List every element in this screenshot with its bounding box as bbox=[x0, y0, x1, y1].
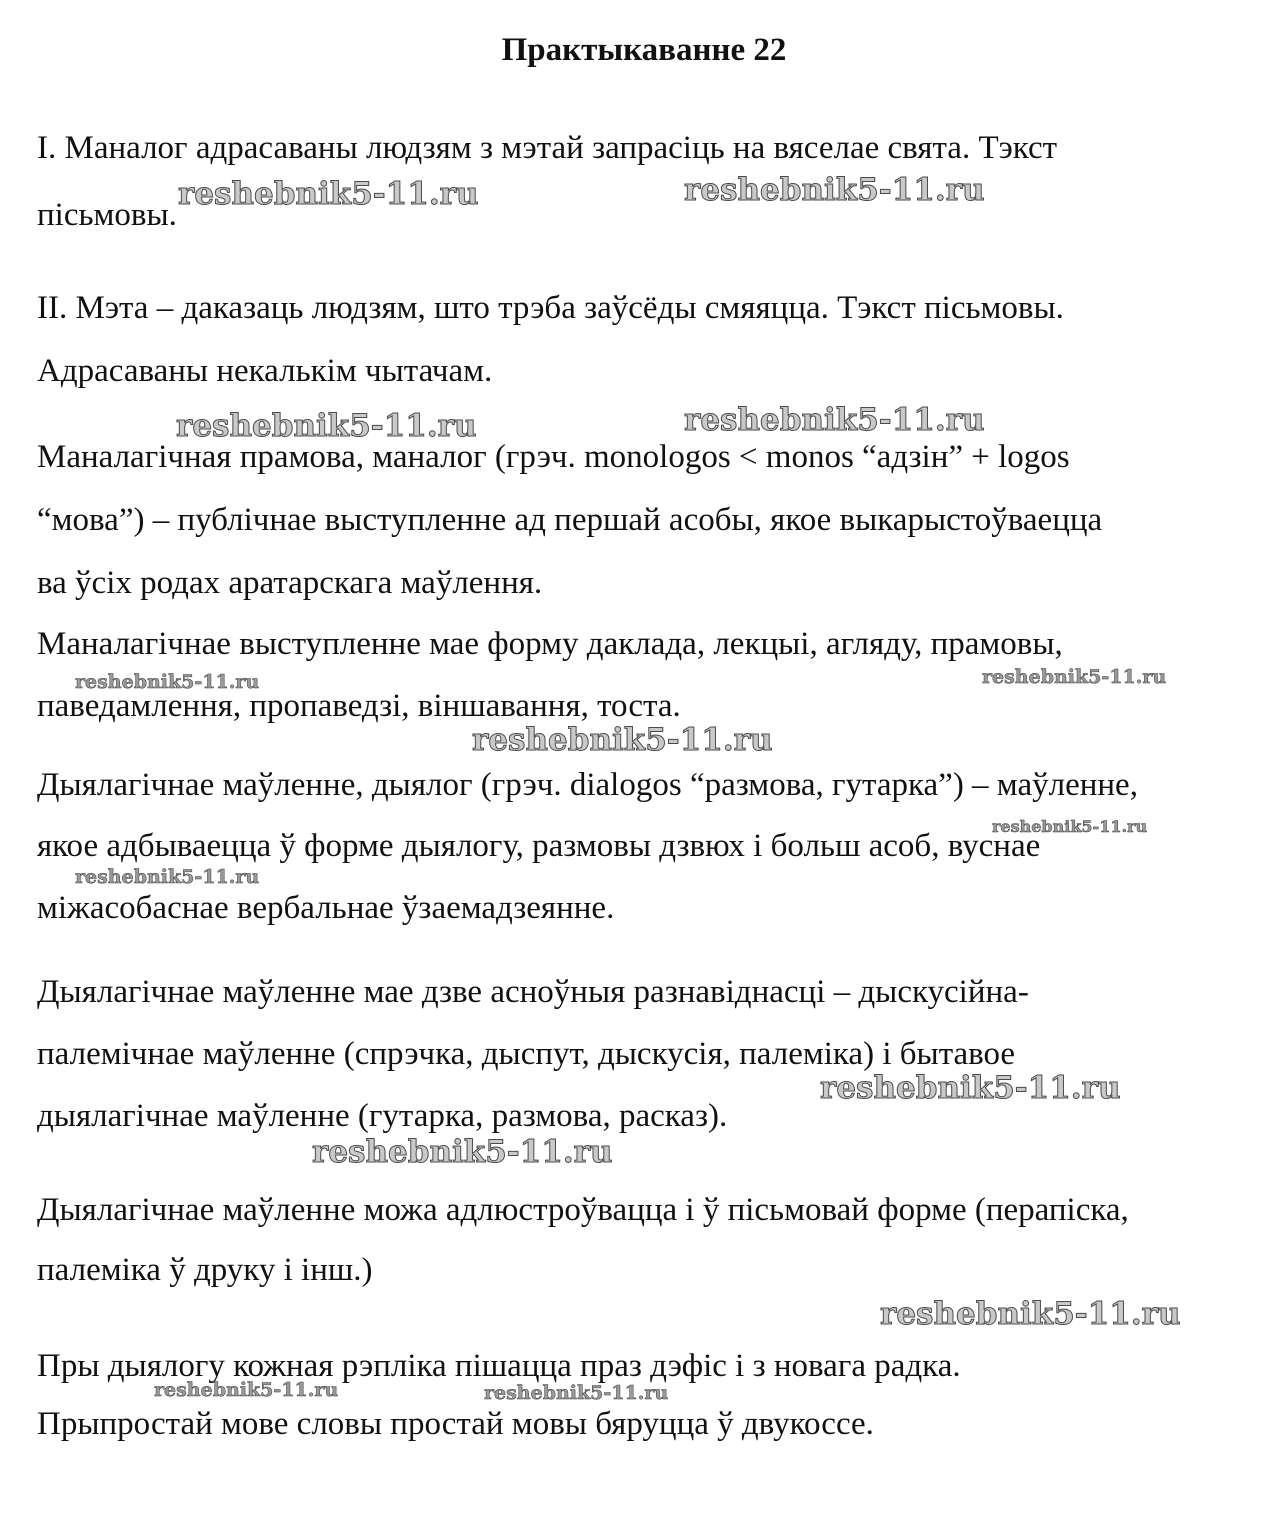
watermark: reshebnik5-11.ru bbox=[75, 671, 260, 693]
watermark: reshebnik5-11.ru bbox=[484, 1382, 669, 1404]
text-line: “мова”) – публічнае выступленне ад першай асобы, якое выкарыстоўваецца bbox=[37, 502, 1103, 538]
text-line: ва ўсіх родах аратарскага маўлення. bbox=[37, 565, 543, 601]
text-line: Дыялагічнае маўленне мае дзве асноўныя разнавіднасці – дыскусійна- bbox=[37, 974, 1029, 1010]
text-line: Пры дыялогу кожная рэпліка пішацца праз дэфіс і з новага радка. bbox=[37, 1348, 961, 1384]
text-line: Прыпростай мове словы простай мовы бяруцца ў двукоссе. bbox=[37, 1406, 874, 1442]
watermark: reshebnik5-11.ru bbox=[982, 666, 1167, 688]
watermark: reshebnik5-11.ru bbox=[992, 817, 1148, 836]
text-line: Дыялагічнае маўленне можа адлюстроўвацца і ў пісьмовай форме (перапіска, bbox=[37, 1192, 1129, 1228]
text-line: паведамлення, пропаведзі, віншавання, тоста. bbox=[37, 688, 681, 724]
text-line: I. Маналог адрасаваны людзям з мэтай запрасіць на вяселае свята. Тэкст bbox=[37, 130, 1058, 166]
text-line: пісьмовы. bbox=[37, 197, 177, 233]
watermark: reshebnik5-11.ru bbox=[684, 402, 985, 438]
text-line: Маналагічнае выступленне мае форму даклада, лекцыі, агляду, прамовы, bbox=[37, 626, 1063, 662]
watermark: reshebnik5-11.ru bbox=[820, 1070, 1121, 1106]
watermark: reshebnik5-11.ru bbox=[472, 722, 773, 758]
watermark: reshebnik5-11.ru bbox=[684, 172, 985, 208]
text-line: палеміка ў друку і інш.) bbox=[37, 1252, 373, 1288]
text-line: палемічнае маўленне (спрэчка, дыспут, дыскусія, палеміка) і бытавое bbox=[37, 1036, 1016, 1072]
page-title: Практыкаванне 22 bbox=[501, 32, 787, 68]
text-line: Маналагічная прамова, маналог (грэч. monologos < monos “адзін” + logos bbox=[37, 439, 1070, 475]
watermark: reshebnik5-11.ru bbox=[178, 176, 479, 212]
watermark: reshebnik5-11.ru bbox=[312, 1134, 613, 1170]
text-line: Адрасаваны некалькім чытачам. bbox=[37, 353, 493, 389]
watermark: reshebnik5-11.ru bbox=[75, 866, 260, 888]
watermark: reshebnik5-11.ru bbox=[154, 1379, 339, 1401]
watermark: reshebnik5-11.ru bbox=[880, 1296, 1181, 1332]
text-line: міжасобаснае вербальнае ўзаемадзеянне. bbox=[37, 890, 615, 926]
watermark: reshebnik5-11.ru bbox=[176, 408, 477, 444]
text-line: II. Мэта – даказаць людзям, што трэба заўсёды смяяцца. Тэкст пісьмовы. bbox=[37, 290, 1064, 326]
text-line: Дыялагічнае маўленне, дыялог (грэч. dialogos “размова, гутарка”) – маўленне, bbox=[37, 767, 1138, 803]
text-line: якое адбываецца ў форме дыялогу, размовы дзвюх і больш асоб, вуснае bbox=[37, 828, 1041, 864]
text-line: дыялагічнае маўленне (гутарка, размова, расказ). bbox=[37, 1098, 728, 1134]
